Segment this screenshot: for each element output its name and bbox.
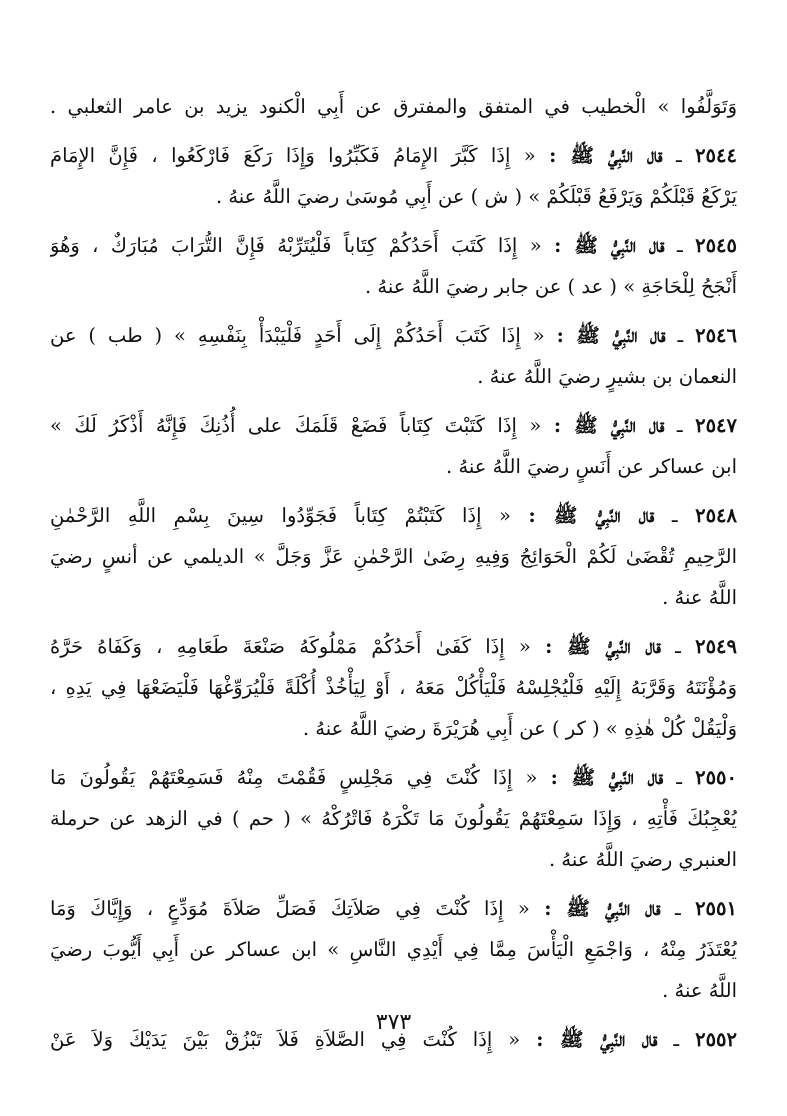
entry-label: قال النَّبِيُّ ﷺ : bbox=[544, 897, 661, 920]
hadith-entry bbox=[50, 315, 737, 397]
entry-line: يَرْكَعُ قَبْلَكُمْ وَيَرْفَعُ قَبْلَكُمْ » ( ش ) عن أَبِي مُوسَىٰ رضيَ اللَّهُ عنهُ . bbox=[215, 185, 737, 208]
entry-number: ٢٥٥٢ bbox=[695, 1028, 737, 1051]
entry-line: ٢٥٥٢ ـ قال النَّبِيُّ ﷺ : « إِذَا كُنْتَ فِي الصَّلاَةِ فَلاَ تَبْزُقْ بَيْنَ يَدَيْكَ وَلاَ عَنْ bbox=[50, 1028, 737, 1051]
entry-label: قال النَّبِيُّ ﷺ : bbox=[553, 414, 665, 437]
entry-line: ٢٥٤٩ ـ قال النَّبِيُّ ﷺ : « إِذَا كَفَىٰ أَحَدُكُمْ مَمْلُوكَهُ صَنْعَةَ طَعَامِهِ ، وَكَفَاهُ حَرَّهُ bbox=[50, 635, 737, 658]
entry-number: ٢٥٤٦ bbox=[695, 324, 737, 347]
entry-line: يُعْتَذَرُ مِنْهُ ، وَاجْمَعِ الْيَأْسَ مِمَّا فِي أَيْدِي النَّاسِ » ابن عساكر عن أَبِي أَيُّوبَ رضيَ bbox=[50, 938, 737, 961]
entry-line: اللَّهُ عنهُ . bbox=[662, 586, 737, 609]
hadith-entry bbox=[50, 405, 737, 487]
entry-number: ٢٥٥٠ bbox=[695, 766, 737, 789]
entry-number: ٢٥٤٤ bbox=[695, 144, 737, 167]
entry-number: ٢٥٤٧ bbox=[695, 414, 737, 437]
entry-number: ٢٥٥١ bbox=[695, 897, 737, 920]
entry-text: « إِذَا كُنْتَ فِي صَلاَتِكَ فَصَلِّ صَلاَةَ مُوَدِّعٍ ، وَإِيَّاكَ وَمَا bbox=[50, 897, 530, 920]
entry-line: اللَّهُ عنهُ . bbox=[662, 979, 737, 1002]
entry-label: قال النَّبِيُّ ﷺ : bbox=[536, 1028, 658, 1051]
entry-line: يُعْجِبُكَ فَأْتِهِ ، وَإِذَا سَمِعْتَهُمْ يَقُولُونَ مَا تَكْرَهُ فَاتْرُكْهُ » ( حم ) في الزهد عن حرملة bbox=[50, 807, 737, 830]
entry-text: « إِذَا كُنْتَ فِي الصَّلاَةِ فَلاَ تَبْزُقْ بَيْنَ يَدَيْكَ وَلاَ عَنْ bbox=[50, 1028, 521, 1051]
entry-line: الرَّحِيمِ تُقْضَىٰ لَكُمْ الْحَوَائِجُ وَفِيهِ رِضَىٰ الرَّحْمٰنِ عَزَّ وَجَلَّ » الديلمي عن أنسٍ رضيَ bbox=[50, 545, 737, 568]
entry-line: ٢٥٥٠ ـ قال النَّبِيُّ ﷺ : « إِذَا كُنْتَ فِي مَجْلِسٍ فَقُمْتَ مِنْهُ فَسَمِعْتَهُمْ يَقُولُونَ مَا bbox=[50, 766, 737, 789]
entry-text: « إِذَا كَبَّرَ الإِمَامُ فَكَبِّرُوا وَإِذَا رَكَعَ فَارْكَعُوا ، فَإِنَّ الإِمَامَ bbox=[50, 144, 536, 167]
entry-label: قال النَّبِيُّ ﷺ : bbox=[528, 504, 655, 527]
entry-line: ابن عساكر عن أَنَسٍ رضيَ اللَّهُ عنهُ . bbox=[446, 455, 737, 478]
entry-number: ٢٥٤٥ bbox=[695, 234, 737, 257]
entry-line: العنبري رضيَ اللَّهُ عنهُ . bbox=[548, 848, 737, 871]
entry-line: ٢٥٤٤ ـ قال النَّبِيُّ ﷺ : « إِذَا كَبَّرَ الإِمَامُ فَكَبِّرُوا وَإِذَا رَكَعَ فَارْكَعُوا ، فَإِنَّ الإِمَامَ bbox=[50, 144, 737, 167]
entry-label: قال النَّبِيُّ ﷺ : bbox=[549, 144, 663, 167]
hadith-entry bbox=[50, 888, 737, 1011]
entry-text: « إِذَا كَتَبَ أَحَدُكُمْ كِتَاباً فَلْيُتَرِّبْهُ فَإِنَّ التُّرَابَ مُبَارَكٌ ، وَهُوَ bbox=[50, 234, 542, 257]
entry-label: قال النَّبِيُّ ﷺ : bbox=[556, 324, 666, 347]
entry-line: ٢٥٤٥ ـ قال النَّبِيُّ ﷺ : « إِذَا كَتَبَ أَحَدُكُمْ كِتَاباً فَلْيُتَرِّبْهُ فَإِنَّ التُّرَابَ مُبَارَكٌ ، وَهُوَ bbox=[50, 234, 737, 257]
intro-line: وَتَوَلَّفُوا » الْخطيب في المتفق والمفترق عن أَبِي الْكنود يزيد بن عامر الثعلبي . bbox=[50, 95, 737, 118]
entry-line: وَلْيَقُلْ كُلْ هٰذِهِ » ( كر ) عن أَبِي هُرَيْرَةَ رضيَ اللَّهُ عنهُ . bbox=[302, 717, 737, 740]
entry-text: « إِذَا كَتَبْتَ كِتَاباً فَضَعْ قَلَمَكَ على أُذُنِكَ فَإِنَّهُ أَذْكَرُ لَكَ » bbox=[50, 414, 542, 437]
entry-text: « إِذَا كُنْتَ فِي مَجْلِسٍ فَقُمْتَ مِنْهُ فَسَمِعْتَهُمْ يَقُولُونَ مَا bbox=[50, 766, 538, 789]
entry-line: أَنْجَحُ لِلْحَاجَةِ » ( عد ) عن جابر رضيَ اللَّهُ عنهُ . bbox=[365, 275, 737, 298]
entry-line: ٢٥٤٨ ـ قال النَّبِيُّ ﷺ : « إِذَا كَتَبْتُمْ كِتَاباً فَجَوِّدُوا سِينَ بِسْمِ اللَّهِ الرَّحْمٰنِ bbox=[50, 504, 737, 527]
entry-number: ٢٥٤٨ bbox=[695, 504, 737, 527]
entry-line: النعمان بن بشيرٍ رضيَ اللَّهُ عنهُ . bbox=[477, 365, 737, 388]
entry-line: وَمُؤْنَتَهُ وَقَرَّبَهُ إِلَيْهِ فَلْيُجْلِسْهُ فَلْيَأْكُلْ مَعَهُ ، أَوْ لِيَأْخُذْ أُكْلَةً فَلْيُرَوِّغْهَا فَلْيَضَعْهَا فِي يَدِهِ ، bbox=[50, 676, 737, 699]
entry-text: « إِذَا كَتَبْتُمْ كِتَاباً فَجَوِّدُوا سِينَ بِسْمِ اللَّهِ الرَّحْمٰنِ bbox=[50, 504, 511, 527]
hadith-entry bbox=[50, 495, 737, 618]
entry-line: ٢٥٥١ ـ قال النَّبِيُّ ﷺ : « إِذَا كُنْتَ فِي صَلاَتِكَ فَصَلِّ صَلاَةَ مُوَدِّعٍ ، وَإِيَّاكَ وَمَا bbox=[50, 897, 737, 920]
entry-text: « إِذَا كَتَبَ أَحَدُكُمْ إِلَى أَحَدٍ فَلْيَبْدَأْ بِنَفْسِهِ » ( طب ) عن bbox=[50, 324, 545, 347]
entry-label: قال النَّبِيُّ ﷺ : bbox=[554, 234, 665, 257]
page-number: ٣٧٣ bbox=[375, 1010, 412, 1035]
entry-number: ٢٥٤٩ bbox=[695, 635, 737, 658]
entry-label: قال النَّبِيُّ ﷺ : bbox=[550, 766, 664, 789]
hadith-entry bbox=[50, 626, 737, 749]
entry-line: ٢٥٤٧ ـ قال النَّبِيُّ ﷺ : « إِذَا كَتَبْتَ كِتَاباً فَضَعْ قَلَمَكَ على أُذُنِكَ فَإِنَّهُ أَذْكَرُ لَكَ » bbox=[50, 414, 737, 437]
entry-text: « إِذَا كَفَىٰ أَحَدُكُمْ مَمْلُوكَهُ صَنْعَةَ طَعَامِهِ ، وَكَفَاهُ حَرَّهُ bbox=[50, 635, 531, 658]
entry-line: ٢٥٤٦ ـ قال النَّبِيُّ ﷺ : « إِذَا كَتَبَ أَحَدُكُمْ إِلَى أَحَدٍ فَلْيَبْدَأْ بِنَفْسِهِ » ( طب ) عن bbox=[50, 324, 737, 347]
entry-label: قال النَّبِيُّ ﷺ : bbox=[545, 635, 661, 658]
hadith-entry bbox=[50, 757, 737, 880]
hadith-entry bbox=[50, 225, 737, 307]
hadith-entry bbox=[50, 135, 737, 217]
